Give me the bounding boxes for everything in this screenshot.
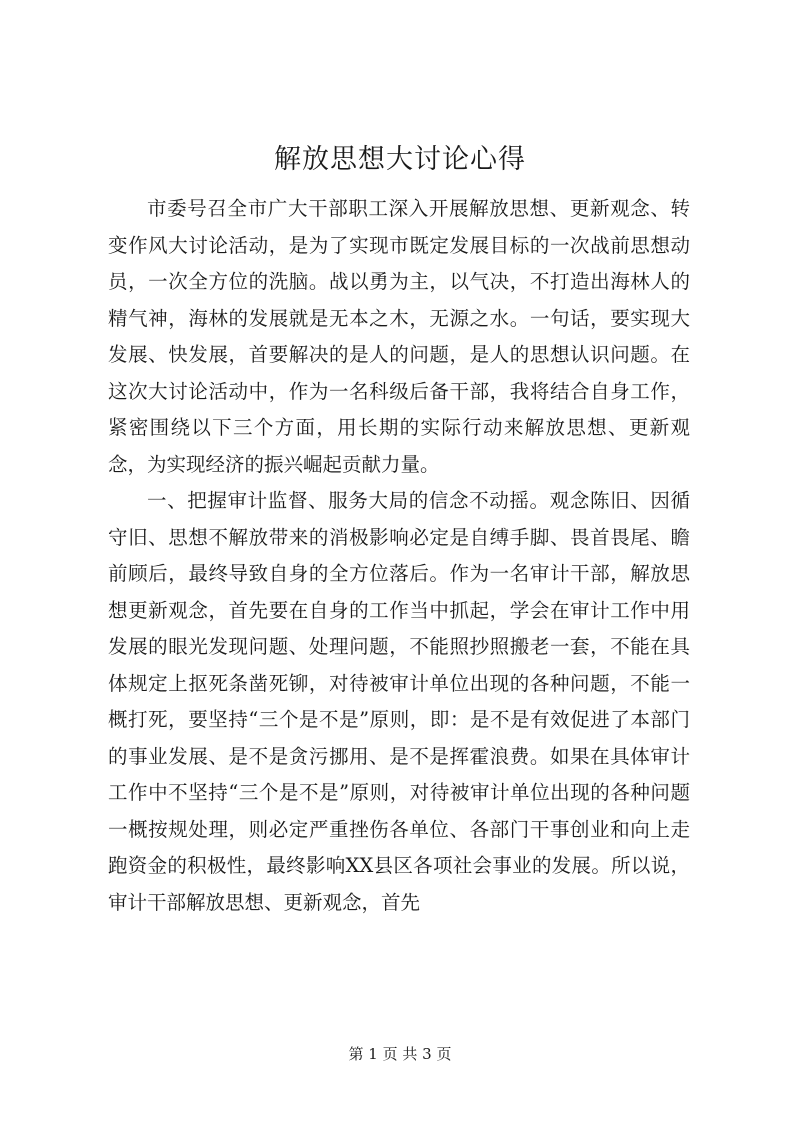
paragraph-intro: 市委号召全市广大干部职工深入开展解放思想、更新观念、转变作风大讨论活动，是为了实现市既定发展目标的一次战前思想动员，一次全方位的洗脑。战以勇为主，以气决，不打造出海林人的精气神，海林的发展就是无本之木，无源之水。一句话，要实现大发展、快发展，首要解决的是人的问题，是人的思想认识问题。在这次大讨论活动中，作为一名科级后备干部，我将结合自身工作，紧密围绕以下三个方面，用长期的实际行动来解放思想、更新观念，为实现经济的振兴崛起贡献力量。 xyxy=(108,197,690,476)
page-footer: 第 1 页 共 3 页 xyxy=(348,1045,452,1063)
document-body xyxy=(108,191,690,921)
page-title: 解放思想大讨论心得 xyxy=(274,144,526,175)
paragraph-section-one: 一、把握审计监督、服务大局的信念不动摇。观念陈旧、因循守旧、思想不解放带来的消极影响必定是自缚手脚、畏首畏尾、瞻前顾后，最终导致自身的全方位落后。作为一名审计干部，解放思想更新观念，首先要在自身的工作当中抓起，学会在审计工作中用发展的眼光发现问题、处理问题，不能照抄照搬老一套，不能在具体规定上抠死条凿死铆，对待被审计单位出现的各种问题，不能一概打死，要坚持“三个是不是”原则，即：是不是有效促进了本部门的事业发展、是不是贪污挪用、是不是挥霍浪费。如果在具体审计工作中不坚持“三个是不是”原则，对待被审计单位出现的各种问题一概按规处理，则必定严重挫伤各单位、各部门干事创业和向上走跑资金的积极性，最终影响XX县区各项社会事业的发展。所以说，审计干部解放思想、更新观念，首先 xyxy=(108,489,690,914)
